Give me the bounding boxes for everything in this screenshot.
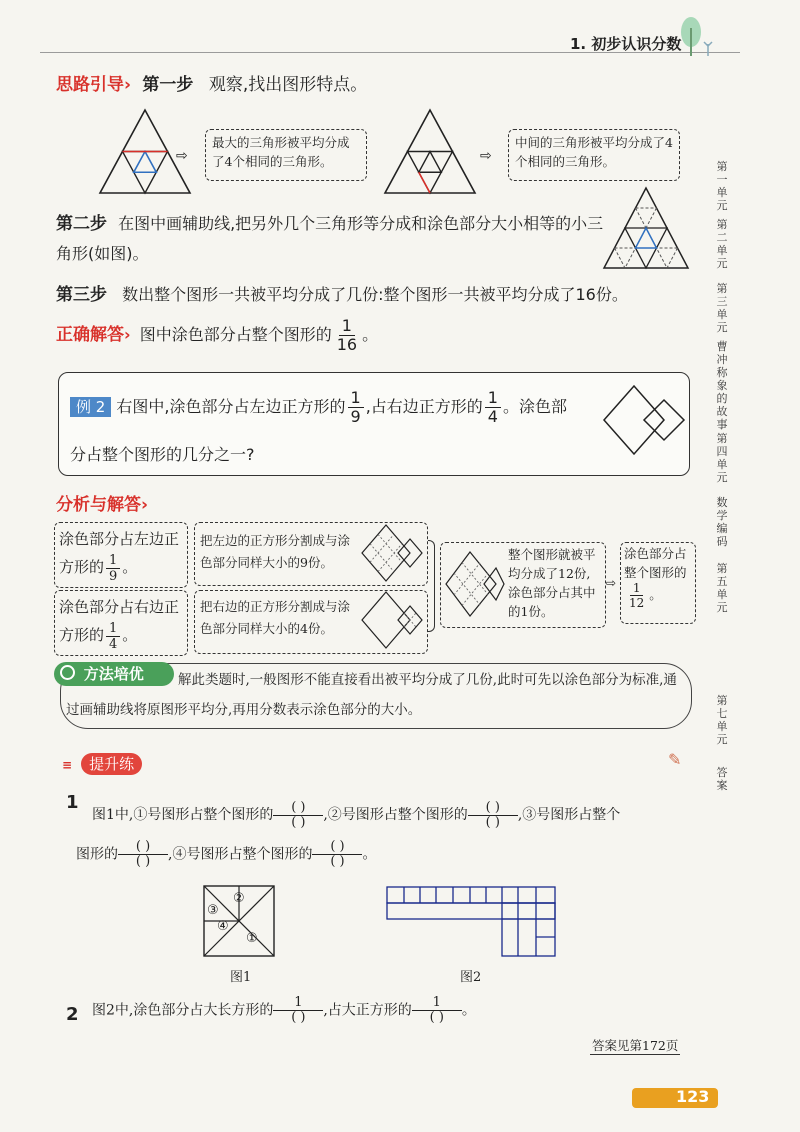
analysis-box-3: 涂色部分占右边正方形的 $\frac{1}{4}$ 。: [54, 590, 188, 656]
sidebar-item[interactable]: 数学编码: [716, 496, 728, 548]
page-number: 123: [676, 1087, 710, 1106]
answer-blank[interactable]: ( ) ( ): [468, 801, 518, 830]
analysis-box-1: 涂色部分占左边正方形的 $\frac{1}{9}$ 。: [54, 522, 188, 588]
step3-label: 第三步: [56, 285, 107, 305]
triangle-figure-2: [383, 108, 477, 196]
step1-line: 思路引导› 第一步 观察,找出图形特点。: [56, 75, 368, 95]
answer-blank[interactable]: ( ) ( ): [273, 801, 323, 830]
analysis-title: 分析与解答›: [56, 495, 149, 515]
overlapping-squares-figure: [600, 382, 690, 458]
step1-box-1: 最大的三角形被平均分成了4个相同的三角形。: [205, 129, 367, 181]
pencil-icon: ✎: [668, 750, 682, 769]
sidebar-item[interactable]: 第五单元: [716, 562, 728, 614]
step1-label: 第一步: [142, 75, 194, 95]
question-1: 图1中,①号图形占整个图形的 ( ) ( ) ,②号图形占整个图形的 ( ) ( ) ,③号图形占整个: [92, 799, 621, 830]
combined-grid-figure: [444, 550, 506, 618]
practice-tag: ≡ 提升练: [62, 753, 142, 774]
answer-reference: 答案见第172页: [592, 1038, 679, 1053]
right-square-grid-figure: [360, 590, 424, 650]
question-2: 图2中,涂色部分占大长方形的 1 ( ) ,占大正方形的 1 ( ) 。: [92, 995, 476, 1025]
answer-blank[interactable]: ( ) ( ): [118, 840, 168, 869]
example-text: 例 2 右图中,涂色部分占左边正方形的 $\frac{1}{9}$ ,占右边正方形的 $\frac{1}{4}$ 。涂色部 分占整个图形的几分之一?: [70, 388, 567, 464]
answer-blank[interactable]: 1 ( ): [273, 996, 323, 1025]
tree-icon: [678, 14, 724, 58]
answer-blank[interactable]: 1 ( ): [412, 996, 462, 1025]
arrow-icon: ⇨: [480, 148, 492, 164]
figure-1-caption: 图1: [230, 970, 252, 985]
left-square-grid-figure: [360, 523, 424, 583]
triangle-grid-figure: [602, 186, 690, 270]
answer-line: 正确解答› 图中涂色部分占整个图形的 $\frac{1}{16}$ 。: [56, 316, 379, 354]
arrow-icon: ⇨: [176, 148, 188, 164]
tag-answer: 正确解答: [56, 325, 124, 345]
bracket: [428, 540, 435, 632]
sidebar-item[interactable]: 第三单元: [716, 282, 728, 334]
step2-label: 第二步: [56, 214, 107, 234]
sidebar-item[interactable]: 曹冲称象的故事: [716, 340, 728, 431]
figure-2: [386, 886, 558, 958]
sidebar-item[interactable]: 答案: [716, 766, 728, 792]
figure-2-caption: 图2: [460, 970, 482, 985]
step2-text: 第二步 在图中画辅助线,把另外几个三角形等分成和涂色部分大小相等的小三角形(如图)。: [56, 214, 604, 263]
method-tag: 方法培优: [54, 662, 174, 686]
question-1-cont: 图形的 ( ) ( ) ,④号图形占整个图形的 ( ) ( ) 。: [76, 839, 377, 869]
step1-box-2: 中间的三角形被平均分成了4个相同的三角形。: [508, 129, 680, 181]
fraction: $\frac{1}{16}$: [336, 316, 358, 354]
step1-text: 观察,找出图形特点。: [208, 75, 368, 95]
sidebar-item[interactable]: 第二单元: [716, 218, 728, 270]
answer-blank[interactable]: ( ) ( ): [312, 840, 362, 869]
sidebar-item[interactable]: 第四单元: [716, 432, 728, 484]
tag-thinking: 思路引导: [56, 75, 124, 95]
step3-text: 第三步 数出整个图形一共被平均分成了几份:整个图形一共被平均分成了16份。: [56, 285, 628, 305]
chapter-title: 1. 初步认识分数: [570, 35, 682, 53]
sidebar-item[interactable]: 第七单元: [716, 694, 728, 746]
arrow-icon: ⇨: [606, 576, 617, 590]
analysis-box-6: 涂色部分占整个图形的 $\frac{1}{12}$ 。: [620, 542, 696, 624]
example-tag: 例 2: [70, 397, 111, 417]
sidebar-item[interactable]: 第一单元: [716, 160, 728, 212]
